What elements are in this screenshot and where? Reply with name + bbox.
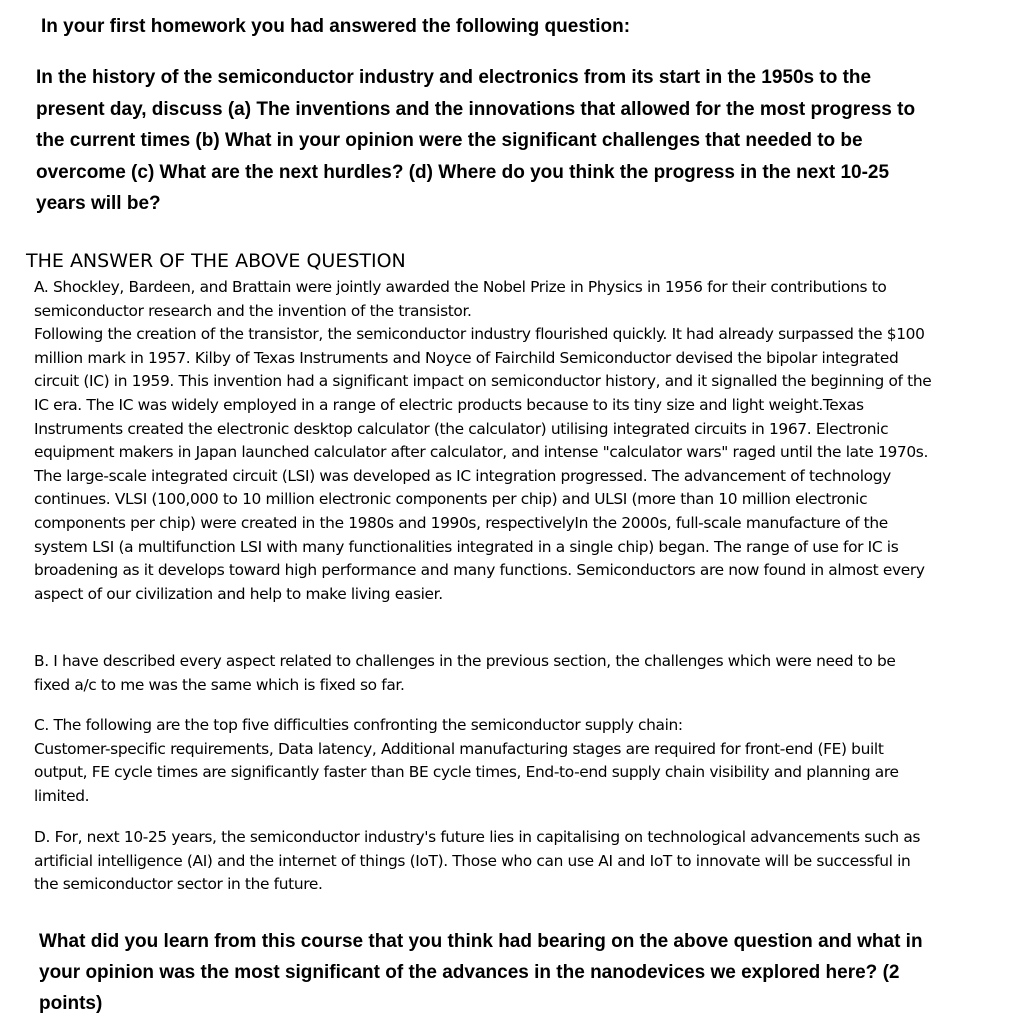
- answer-part-c: [34, 714, 934, 808]
- final-question: What did you learn from this course that you think had bearing on the above question and what in your opinion was the most significant of the advances in the nanodevices we explored here? (2 points): [39, 931, 923, 1014]
- answer-c-paragraph-2: Customer-specific requirements, Data latency, Additional manufacturing stages are required for front-end (FE) built output, FE cycle times are significantly faster than BE cycle times, End-to-end supply chain visibility and planning are limited.: [34, 739, 899, 805]
- answer-part-b: [34, 650, 934, 697]
- answer-part-d: [34, 826, 934, 897]
- answer-part-a: [34, 276, 934, 606]
- intro-text: In your first homework you had answered the following question:: [41, 16, 631, 37]
- answer-b-paragraph: B. I have described every aspect related to challenges in the previous section, the challenges which were need to be fixed a/c to me was the same which is fixed so far.: [34, 652, 896, 694]
- homework-question: In the history of the semiconductor industry and electronics from its start in the 1950s to the present day, discuss (a) The inventions and the innovations that allowed for the most progress to the current times (b) What in your opinion were the significant challenges that needed to be overcome (c) What are the next hurdles? (d) Where do you think the progress in the next 10-25 years will be?: [36, 67, 916, 214]
- answer-a-paragraph-2: Following the creation of the transistor, the semiconductor industry flourished quickly. It had already surpassed the $100 million mark in 1957. Kilby of Texas Instruments and Noyce of Fairchild Semiconductor devised the bipolar integrated circuit (IC) in 1959. This invention had a significant impact on semiconductor history, and it signalled the beginning of the IC era. The IC was widely employed in a range of electric products because to its tiny size and light weight.Texas Instruments created the electronic desktop calculator (the calculator) utilising integrated circuits in 1967. Electronic equipment makers in Japan launched calculator after calculator, and intense "calculator wars" raged until the late 1970s. The large-scale integrated circuit (LSI) was developed as IC integration progressed. The advancement of technology continues. VLSI (100,000 to 10 million electronic components per chip) and ULSI (more than 10 million electronic components per chip) were created in the 1980s and 1990s, respectivelyIn the 2000s, full-scale manufacture of the system LSI (a multifunction LSI with many functionalities integrated in a single chip) began. The range of use for IC is broadening as it develops toward high performance and many functions. Semiconductors are now found in almost every aspect of our civilization and help to make living easier.: [34, 325, 932, 603]
- answer-d-paragraph: D. For, next 10-25 years, the semiconductor industry's future lies in capitalising on technological advancements such as artificial intelligence (AI) and the internet of things (IoT). Those who can use AI and IoT to innovate will be successful in the semiconductor sector in the future.: [34, 828, 921, 894]
- answer-heading: THE ANSWER OF THE ABOVE QUESTION: [26, 250, 406, 272]
- answer-a-paragraph-1: A. Shockley, Bardeen, and Brattain were jointly awarded the Nobel Prize in Physics in 1956 for their contributions to semiconductor research and the invention of the transistor.: [34, 278, 887, 320]
- answer-c-paragraph-1: C. The following are the top five difficulties confronting the semiconductor supply chain:: [34, 716, 683, 734]
